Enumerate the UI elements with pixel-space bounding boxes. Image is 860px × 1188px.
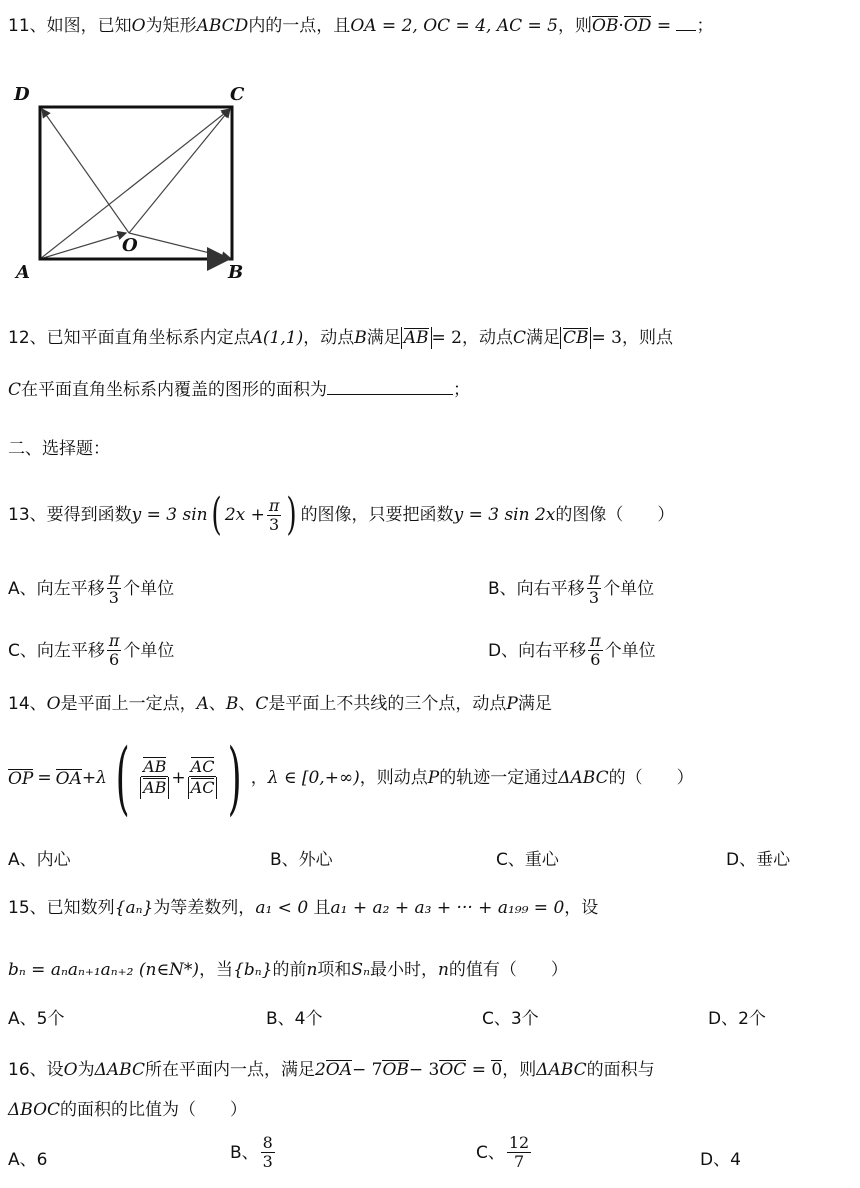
label-o: O [122,235,138,256]
vector-od [42,109,129,233]
q14-line1: 14、O是平面上一定点，A、B、C是平面上不共线的三个点，动点P满足 [8,694,552,714]
q15-option-b[interactable]: B、4个 [266,1009,323,1029]
section-title: 二、选择题： [8,439,110,459]
q14-option-d[interactable]: D、垂心 [726,850,791,870]
q16-option-a[interactable]: A、6 [8,1150,48,1170]
q14-option-b[interactable]: B、外心 [270,850,333,870]
q14-line2: OP = OA +λ ( $\frac{AB}{AB}$ + $\frac{AC}{AC}$ ) ， λ ∈ [0,+∞) ，则动点 P 的轨迹一定通过 ΔABC 的（ ） [8,731,694,824]
q16-line1: 16、设O为ΔABC所在平面内一点，满足2OA− 7OB− 3OC = 0，则ΔABC的面积与 [8,1060,655,1080]
q11-stem: 11、如图，已知O为矩形ABCD内的一点，且OA = 2, OC = 4, AC = 5，则OB·OD = ； [8,16,714,36]
q13-option-d[interactable]: D、向右平移 $\frac{\pi}{6}$ 个单位 [488,631,656,669]
label-c: C [230,84,245,105]
q16-option-c[interactable]: C、 $\frac{12}{7}$ [476,1133,530,1171]
q13-option-a[interactable]: A、向左平移 $\frac{\pi}{3}$ 个单位 [8,569,175,607]
q15-option-a[interactable]: A、5个 [8,1009,65,1029]
rectangle-diagram [8,78,248,288]
q12-line2: C在平面直角坐标系内覆盖的图形的面积为 ； [8,380,471,400]
q15-option-d[interactable]: D、2个 [708,1009,766,1029]
q15-line2: bₙ = aₙaₙ₊₁aₙ₊₂ (n∈N*)，当{bₙ}的前n项和Sₙ最小时，n的值有（ ） [8,960,568,980]
q12-line1: 12、已知平面直角坐标系内定点A(1,1)，动点B满足 AB = 2，动点C满足 CB = 3，则点 [8,328,673,348]
vector-ob [129,233,230,258]
answer-blank [676,30,696,31]
q13-stem: 13、要得到函数 y = 3 sin ( 2x + $\frac{\pi}{3}$ ) 的图像，只要把函数 y = 3 sin 2x 的图像（ ） [8,489,675,540]
vector-ao [40,233,126,259]
q16-option-d[interactable]: D、4 [700,1150,741,1170]
q16-option-b[interactable]: B、 $\frac{8}{3}$ [230,1133,273,1171]
label-d: D [14,84,30,105]
vector-oc [129,109,230,233]
label-a: A [16,262,30,283]
answer-blank [327,394,453,395]
q14-option-a[interactable]: A、内心 [8,850,71,870]
q15-option-c[interactable]: C、3个 [482,1009,539,1029]
label-b: B [228,262,244,283]
q13-option-b[interactable]: B、向右平移 $\frac{\pi}{3}$ 个单位 [488,569,655,607]
q15-line1: 15、已知数列{aₙ}为等差数列，a₁ < 0 且a₁ + a₂ + a₃ + ··· + a₁₉₉ = 0，设 [8,898,599,918]
q13-option-c[interactable]: C、向左平移 $\frac{\pi}{6}$ 个单位 [8,631,175,669]
q16-line2: ΔBOC的面积的比值为（ ） [8,1100,248,1120]
q14-option-c[interactable]: C、重心 [496,850,559,870]
